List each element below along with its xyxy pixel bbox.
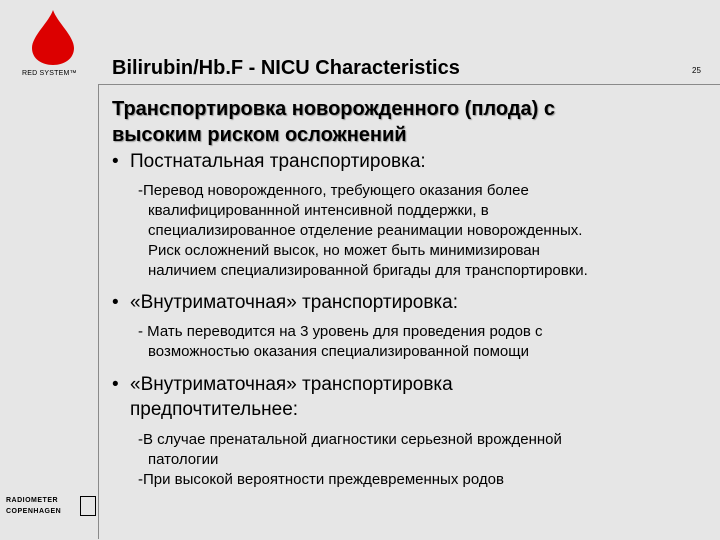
subtext-line: -Перевод новорожденного, требующего оказания более [138, 182, 529, 199]
bullet-dot: • [112, 151, 119, 172]
bullet-item [112, 291, 459, 315]
heading-line: Транспортировка новорожденного (плода) с [112, 98, 555, 120]
subtext-line: -В случае пренатальной диагностики серьезной врожденной [138, 431, 562, 448]
brand-label: RED SYSTEM™ [22, 70, 77, 77]
bullet-text: Постнатальная транспортировка: [130, 151, 426, 172]
bullet-dot: • [112, 292, 119, 313]
bullet-text: «Внутриматочная» транспортировка: [130, 292, 459, 313]
bullet-text: предпочтительнее: [130, 399, 299, 420]
bullet-text: «Внутриматочная» транспортировка [130, 374, 453, 395]
subtext-line: - Мать переводится на 3 уровень для проведения родов с [138, 323, 543, 340]
slide-heading [112, 96, 702, 148]
subtext-line: патологии [148, 451, 219, 468]
bullet-subtext [138, 181, 698, 281]
company-name-line: RADIOMETER [6, 497, 59, 504]
slide-title: Bilirubin/Hb.F - NICU Characteristics [112, 57, 460, 79]
page-number: 25 [692, 66, 701, 75]
company-logo [6, 495, 94, 517]
sidebar-divider [98, 84, 99, 539]
bullet-dot: • [112, 374, 119, 395]
bullet-item [112, 150, 426, 174]
subtext-line: возможностью оказания специализированной помощи [148, 343, 529, 360]
header-divider [98, 84, 720, 85]
subtext-line: квалифицированнной интенсивной поддержки, в [148, 202, 489, 219]
company-mark-icon [80, 496, 96, 516]
subtext-line: -При высокой вероятности преждевременных родов [138, 471, 504, 488]
red-drop-logo-icon [30, 8, 76, 66]
bullet-subtext [138, 430, 698, 490]
bullet-item [112, 373, 453, 397]
company-name-line: COPENHAGEN [6, 508, 62, 515]
subtext-line: Риск осложнений высок, но может быть минимизирован [148, 242, 540, 259]
heading-line: высоким риском осложнений [112, 124, 407, 146]
bullet-subtext [138, 322, 698, 362]
subtext-line: специализированное отделение реанимации новорожденных. [148, 222, 583, 239]
subtext-line: наличием специализированной бригады для транспортировки. [148, 262, 588, 279]
